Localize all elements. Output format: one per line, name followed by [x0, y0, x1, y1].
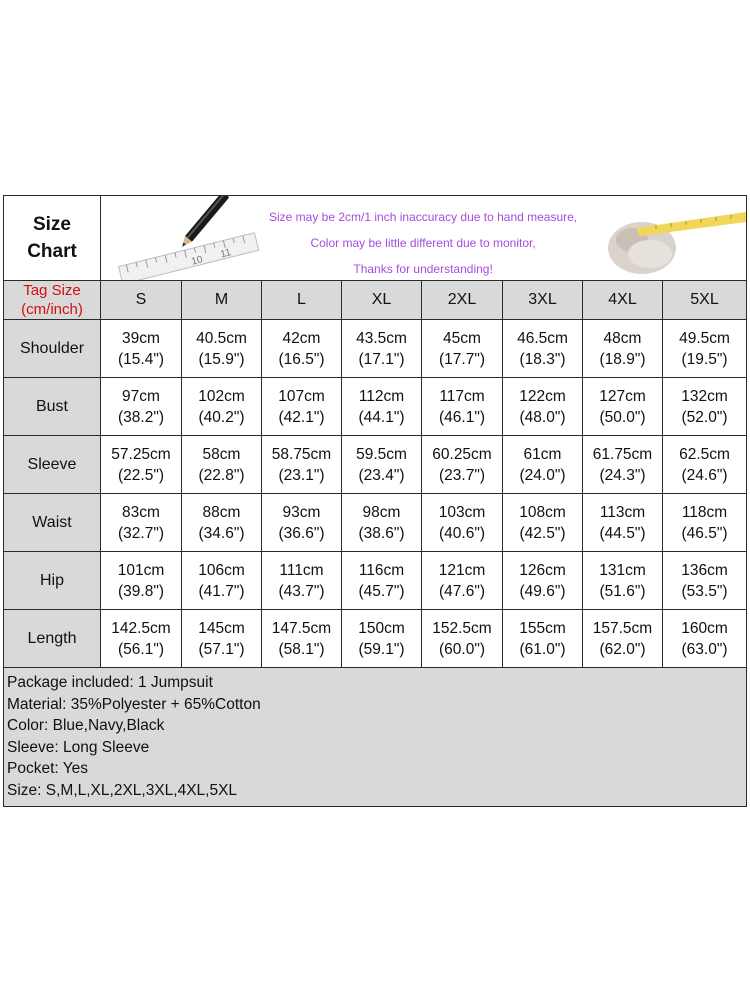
measurement-cell	[101, 378, 182, 436]
inch-value: (40.2")	[198, 408, 245, 426]
inch-value: (17.7")	[439, 350, 485, 368]
size-header-4xl: 4XL	[583, 281, 663, 320]
inch-value: (38.2")	[118, 408, 164, 426]
row-label-shoulder: Shoulder	[4, 320, 101, 378]
inch-value: (56.1")	[118, 640, 164, 658]
inch-value: (62.0")	[599, 640, 646, 658]
cm-value: 57.25cm	[111, 445, 171, 463]
inch-value: (46.5")	[681, 524, 728, 542]
cm-value: 106cm	[198, 561, 245, 579]
measurement-cell	[342, 378, 422, 436]
measurement-cell	[583, 610, 663, 668]
cm-value: 61.75cm	[592, 445, 653, 463]
inch-value: (23.1")	[278, 466, 325, 484]
cm-value: 45cm	[443, 329, 481, 347]
title-row	[4, 196, 747, 281]
cm-value: 59.5cm	[356, 445, 407, 463]
inch-value: (39.8")	[118, 582, 164, 600]
measurement-cell	[422, 436, 503, 494]
ruler-number-11: 11	[219, 247, 233, 261]
cm-value: 102cm	[198, 387, 245, 405]
size-header-l: L	[262, 281, 342, 320]
cm-value: 103cm	[438, 503, 486, 521]
tag-size-header	[4, 281, 101, 320]
measurement-cell	[342, 436, 422, 494]
size-header-row	[4, 281, 747, 320]
product-info	[4, 668, 747, 807]
inch-value: (63.0")	[681, 640, 728, 658]
measurement-cell	[262, 552, 342, 610]
inch-value: (41.7")	[198, 582, 245, 600]
cm-value: 160cm	[681, 619, 728, 637]
table-row-length	[4, 610, 747, 668]
row-label-waist: Waist	[4, 494, 101, 552]
size-header-5xl: 5XL	[663, 281, 747, 320]
cm-value: 121cm	[438, 561, 486, 579]
cm-value: 83cm	[122, 503, 160, 521]
inch-value: (61.0")	[519, 640, 566, 658]
inch-value: (34.6")	[198, 524, 245, 542]
measurement-cell	[262, 436, 342, 494]
cm-value: 101cm	[117, 561, 165, 579]
title-line-1: Size	[32, 214, 72, 235]
banner-notes	[269, 204, 577, 281]
inch-value: (60.0")	[439, 640, 485, 658]
measurement-cell	[342, 610, 422, 668]
inch-value: (50.0")	[599, 408, 646, 426]
table-row-bust	[4, 378, 747, 436]
inch-value: (47.6")	[439, 582, 485, 600]
measurement-cell	[663, 320, 747, 378]
measurement-cell	[503, 320, 583, 378]
measurement-cell	[583, 320, 663, 378]
cm-value: 132cm	[681, 387, 728, 405]
inch-value: (44.1")	[358, 408, 405, 426]
inch-value: (15.9")	[198, 350, 245, 368]
inch-value: (18.3")	[519, 350, 566, 368]
cm-value: 46.5cm	[517, 329, 568, 347]
inch-value: (36.6")	[278, 524, 325, 542]
ruler-number-10: 10	[190, 254, 204, 268]
measurement-cell	[663, 552, 747, 610]
measurement-cell	[182, 436, 262, 494]
inch-value: (53.5")	[681, 582, 728, 600]
measurement-cell	[262, 494, 342, 552]
measurement-cell	[422, 494, 503, 552]
measurement-cell	[503, 552, 583, 610]
inch-value: (22.8")	[198, 466, 245, 484]
cm-value: 116cm	[358, 561, 405, 579]
cm-value: 136cm	[681, 561, 728, 579]
inch-value: (24.3")	[599, 466, 646, 484]
cm-value: 48cm	[603, 329, 642, 347]
inch-value: (19.5")	[681, 350, 728, 368]
table-row-hip	[4, 552, 747, 610]
measurement-cell	[182, 320, 262, 378]
size-header-s: S	[101, 281, 182, 320]
pencil-ruler-icon	[106, 196, 266, 280]
color-options: Color: Blue,Navy,Black	[7, 717, 165, 734]
row-label-sleeve: Sleeve	[4, 436, 101, 494]
inch-value: (16.5")	[278, 350, 325, 368]
measurement-cell	[663, 378, 747, 436]
inch-value: (23.7")	[439, 466, 485, 484]
inch-value: (24.6")	[681, 466, 728, 484]
package-included: Package included: 1 Jumpsuit	[7, 674, 213, 691]
inch-value: (58.1")	[278, 640, 325, 658]
row-label-hip: Hip	[4, 552, 101, 610]
measurement-cell	[182, 610, 262, 668]
cm-value: 43.5cm	[356, 329, 407, 347]
measurement-cell	[101, 436, 182, 494]
cm-value: 127cm	[599, 387, 646, 405]
measurement-cell	[342, 494, 422, 552]
inch-value: (45.7")	[358, 582, 405, 600]
cm-value: 88cm	[202, 503, 241, 521]
inch-value: (40.6")	[439, 524, 485, 542]
inch-value: (44.5")	[599, 524, 646, 542]
measurement-cell	[262, 378, 342, 436]
inch-value: (17.1")	[358, 350, 405, 368]
inch-value: (24.0")	[519, 466, 566, 484]
cm-value: 39cm	[122, 329, 160, 347]
inch-value: (38.6")	[358, 524, 405, 542]
title-line-2: Chart	[27, 241, 77, 262]
cm-value: 111cm	[279, 561, 324, 579]
cm-value: 150cm	[358, 619, 405, 637]
inch-value: (43.7")	[278, 582, 325, 600]
measurement-cell	[422, 320, 503, 378]
inch-value: (46.1")	[439, 408, 485, 426]
cm-value: 108cm	[519, 503, 566, 521]
measurement-cell	[583, 378, 663, 436]
measurement-cell	[503, 436, 583, 494]
measurement-cell	[342, 552, 422, 610]
inch-value: (22.5")	[118, 466, 164, 484]
cm-value: 112cm	[358, 387, 405, 405]
cm-value: 62.5cm	[679, 445, 730, 463]
cm-value: 142.5cm	[111, 619, 171, 637]
measurement-cell	[101, 494, 182, 552]
cm-value: 147.5cm	[271, 619, 332, 637]
measurement-cell	[101, 552, 182, 610]
cm-value: 118cm	[681, 503, 728, 521]
cm-value: 131cm	[599, 561, 646, 579]
size-header-m: M	[182, 281, 262, 320]
table-row-shoulder	[4, 320, 747, 378]
size-chart-title	[4, 196, 101, 281]
measurement-banner	[101, 196, 747, 281]
cm-value: 40.5cm	[196, 329, 247, 347]
cm-value: 58cm	[202, 445, 241, 463]
pocket: Pocket: Yes	[7, 760, 89, 777]
sleeve-type: Sleeve: Long Sleeve	[7, 738, 150, 756]
measurement-cell	[422, 378, 503, 436]
measurement-cell	[262, 320, 342, 378]
cm-value: 58.75cm	[271, 445, 332, 463]
measurement-cell	[182, 552, 262, 610]
tag-size-line-2: (cm/inch)	[21, 301, 83, 318]
size-chart-table	[3, 195, 747, 807]
measurement-cell	[101, 610, 182, 668]
cm-value: 126cm	[519, 561, 566, 579]
cm-value: 155cm	[519, 619, 566, 637]
measurement-cell	[182, 378, 262, 436]
inch-value: (52.0")	[681, 408, 728, 426]
measurement-cell	[101, 320, 182, 378]
measurement-cell	[663, 610, 747, 668]
cm-value: 93cm	[282, 503, 321, 521]
product-info-row	[4, 668, 747, 807]
row-label-length: Length	[4, 610, 101, 668]
cm-value: 113cm	[599, 503, 646, 521]
size-header-2xl: 2XL	[422, 281, 503, 320]
cm-value: 122cm	[519, 387, 566, 405]
cm-value: 97cm	[122, 387, 160, 405]
measurement-cell	[342, 320, 422, 378]
measurement-cell	[583, 436, 663, 494]
measurement-cell	[422, 552, 503, 610]
inch-value: (59.1")	[358, 640, 405, 658]
note-inaccuracy: Size may be 2cm/1 inch inaccuracy due to hand measure,	[269, 210, 578, 224]
tape-measure-icon	[596, 210, 746, 278]
cm-value: 49.5cm	[679, 329, 730, 347]
cm-value: 60.25cm	[432, 445, 492, 463]
inch-value: (32.7")	[118, 524, 164, 542]
cm-value: 107cm	[278, 387, 325, 405]
measurement-cell	[422, 610, 503, 668]
size-header-xl: XL	[342, 281, 422, 320]
row-label-bust: Bust	[4, 378, 101, 436]
note-thanks: Thanks for understanding!	[353, 262, 493, 276]
measurement-cell	[262, 610, 342, 668]
measurement-cell	[182, 494, 262, 552]
inch-value: (42.1")	[278, 408, 325, 426]
table-row-waist	[4, 494, 747, 552]
measurement-cell	[503, 610, 583, 668]
measurement-cell	[583, 552, 663, 610]
inch-value: (49.6")	[519, 582, 566, 600]
inch-value: (48.0")	[519, 408, 566, 426]
inch-value: (15.4")	[118, 350, 164, 368]
measurement-cell	[663, 494, 747, 552]
measurement-cell	[663, 436, 747, 494]
cm-value: 157.5cm	[592, 619, 653, 637]
size-list: Size: S,M,L,XL,2XL,3XL,4XL,5XL	[7, 781, 238, 799]
note-color: Color may be little different due to monitor,	[310, 236, 536, 250]
inch-value: (18.9")	[599, 350, 646, 368]
table-row-sleeve	[4, 436, 747, 494]
measurement-cell	[503, 494, 583, 552]
inch-value: (42.5")	[519, 524, 566, 542]
measurement-cell	[583, 494, 663, 552]
cm-value: 145cm	[198, 619, 245, 637]
tag-size-line-1: Tag Size	[23, 282, 81, 299]
cm-value: 117cm	[439, 387, 485, 405]
material: Material: 35%Polyester + 65%Cotton	[7, 695, 261, 713]
cm-value: 42cm	[282, 329, 321, 347]
size-header-3xl: 3XL	[503, 281, 583, 320]
cm-value: 152.5cm	[432, 619, 492, 637]
cm-value: 61cm	[523, 445, 562, 463]
measurement-cell	[503, 378, 583, 436]
cm-value: 98cm	[362, 503, 401, 521]
inch-value: (51.6")	[599, 582, 646, 600]
inch-value: (57.1")	[198, 640, 245, 658]
inch-value: (23.4")	[358, 466, 405, 484]
